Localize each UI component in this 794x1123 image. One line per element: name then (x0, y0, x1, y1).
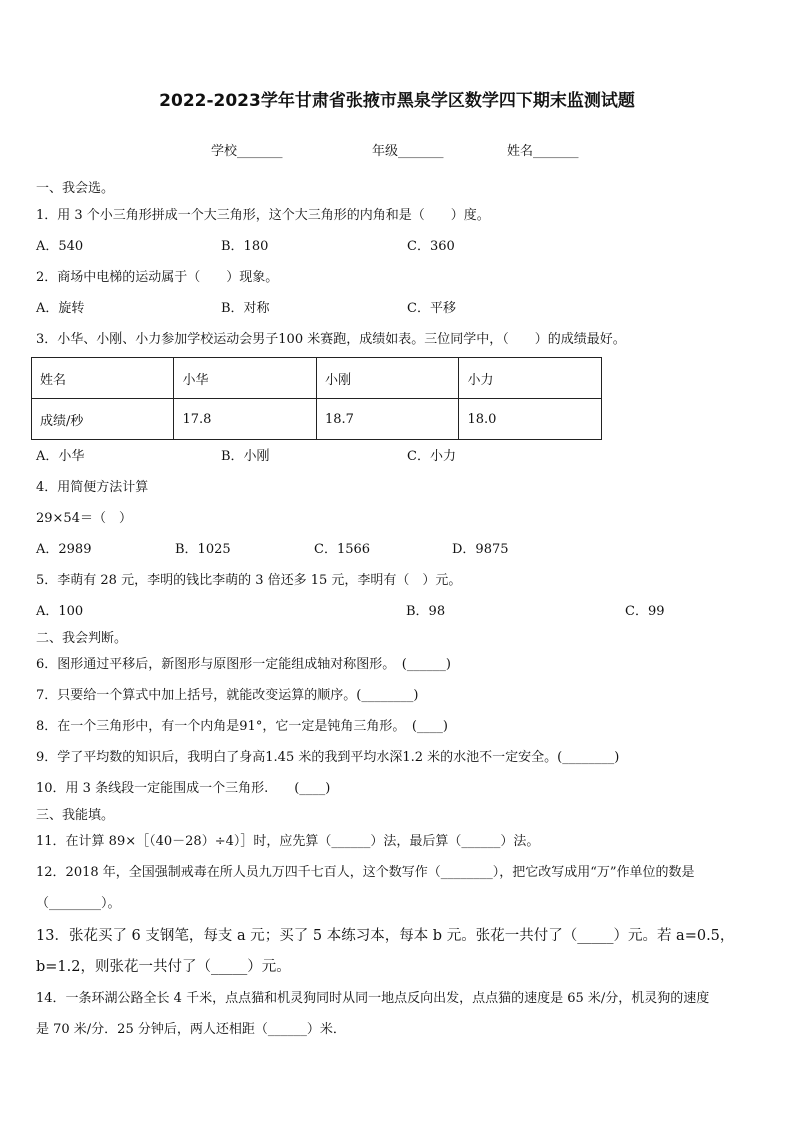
question-1: 1．用 3 个小三角形拼成一个大三角形，这个大三角形的内角和是（ ）度。 (36, 208, 490, 223)
question-3: 3．小华、小刚、小力参加学校运动会男子100 米赛跑，成绩如表。三位同学中，（ ）的成绩最好。 (36, 332, 626, 347)
question-13-line-1: 13．张花买了 6 支钢笔，每支 a 元；买了 5 本练习本，每本 b 元。张花一共付了（_____）元。若 a=0.5， (36, 928, 735, 944)
question-12-line-1: 12．2018 年，全国强制戒毒在所人员九万四千七百人，这个数写作（________），把它改写成用“万”作单位的数是 (36, 865, 695, 880)
q4-option-a: A．2989 (36, 542, 92, 557)
table-cell: 小力 (459, 358, 602, 399)
q2-option-a: A．旋转 (36, 301, 85, 316)
question-10: 10．用 3 条线段一定能围成一个三角形. (____) (36, 781, 331, 796)
q5-option-c: C．99 (625, 604, 665, 619)
question-7: 7．只要给一个算式中加上括号，就能改变运算的顺序。(________) (36, 688, 419, 703)
q3-option-a: A．小华 (36, 449, 85, 464)
question-4: 4．用简便方法计算 (36, 480, 149, 495)
q3-option-c: C．小力 (407, 449, 456, 464)
table-row (32, 358, 602, 399)
question-6: 6．图形通过平移后，新图形与原图形一定能组成轴对称图形。 (______) (36, 657, 451, 672)
q4-option-c: C．1566 (314, 542, 371, 557)
question-5: 5．李萌有 28 元，李明的钱比李萌的 3 倍还多 15 元，李明有（ ）元。 (36, 573, 462, 588)
grade-field: 年级_______ (372, 144, 444, 159)
q4-option-d: D．9875 (452, 542, 509, 557)
table-cell: 17.8 (174, 399, 317, 440)
section-heading-judge: 二、我会判断。 (36, 631, 128, 646)
q2-option-b: B．对称 (221, 301, 270, 316)
question-2: 2．商场中电梯的运动属于（ ）现象。 (36, 270, 279, 285)
table-cell: 成绩/秒 (32, 399, 174, 440)
question-14-line-1: 14．一条环湖公路全长 4 千米，点点猫和机灵狗同时从同一地点反向出发，点点猫的速度是 65 米/分，机灵狗的速度 (36, 991, 710, 1006)
section-heading-fill: 三、我能填。 (36, 808, 115, 823)
score-table (31, 357, 602, 440)
q5-option-b: B．98 (406, 604, 446, 619)
question-8: 8．在一个三角形中，有一个内角是91°，它一定是钝角三角形。 (____) (36, 719, 448, 734)
table-cell: 18.0 (459, 399, 602, 440)
section-heading-choice: 一、我会选。 (36, 181, 115, 196)
table-row (32, 399, 602, 440)
q4-expression: 29×54＝（ ） (36, 511, 132, 526)
q2-option-c: C．平移 (407, 301, 456, 316)
question-14-line-2: 是 70 米/分．25 分钟后，两人还相距（______）米． (36, 1022, 346, 1037)
page-title: 2022-2023学年甘肃省张掖市黑泉学区数学四下期末监测试题 (159, 91, 635, 111)
q1-option-b: B．180 (221, 239, 269, 254)
school-field: 学校_______ (211, 144, 283, 159)
table-cell: 小华 (174, 358, 317, 399)
q3-option-b: B．小刚 (221, 449, 270, 464)
question-13-line-2: b=1.2，则张花一共付了（_____）元。 (36, 959, 291, 975)
question-12-line-2: （________）。 (36, 896, 121, 911)
q5-option-a: A．100 (36, 604, 84, 619)
table-cell: 18.7 (316, 399, 459, 440)
q4-option-b: B．1025 (175, 542, 231, 557)
q1-option-a: A．540 (36, 239, 84, 254)
question-11: 11．在计算 89×［（40－28）÷4）］时，应先算（______）法，最后算（______）法。 (36, 834, 540, 849)
table-cell: 姓名 (32, 358, 174, 399)
table-cell: 小刚 (316, 358, 459, 399)
q1-option-c: C．360 (407, 239, 455, 254)
question-9: 9．学了平均数的知识后，我明白了身高1.45 米的我到平均水深1.2 米的水池不一定安全。(________) (36, 750, 620, 765)
name-field: 姓名_______ (507, 144, 579, 159)
